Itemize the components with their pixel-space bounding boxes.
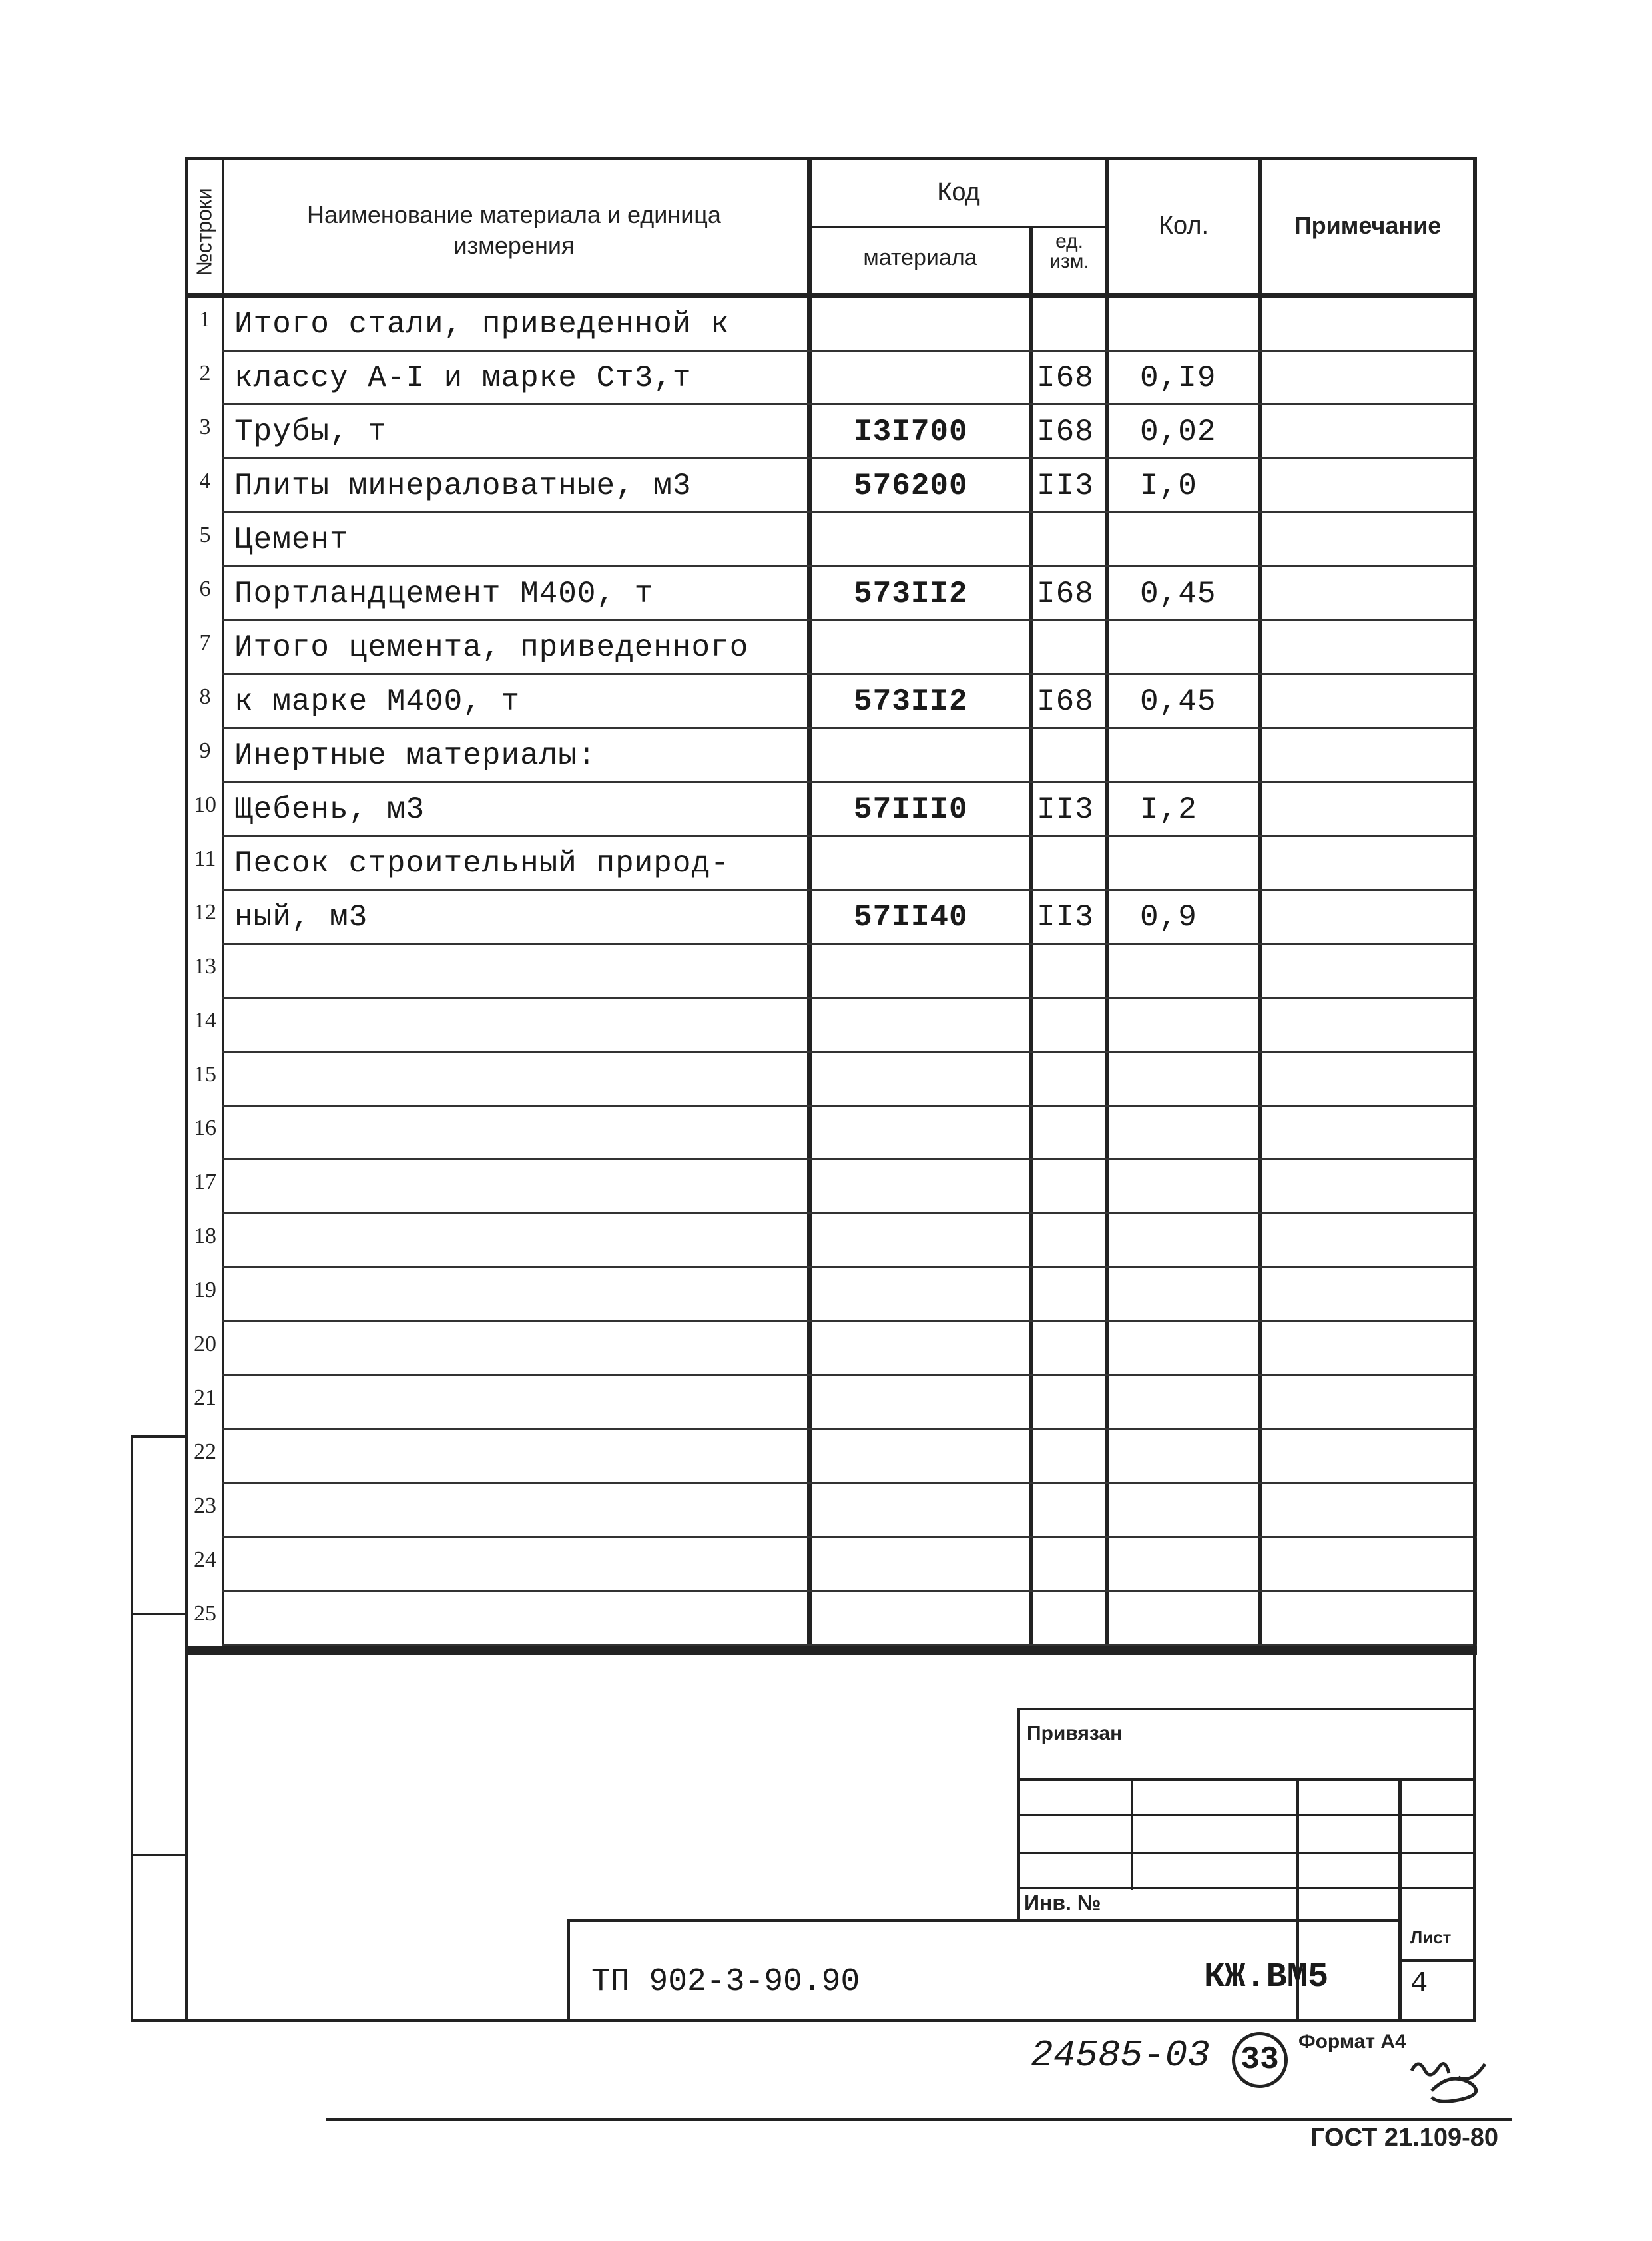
table-row — [188, 1107, 1474, 1160]
unit-code: I68 — [1037, 577, 1094, 611]
materials-table — [185, 157, 1477, 1655]
quantity: 0,45 — [1140, 577, 1217, 611]
quantity: 0,9 — [1140, 900, 1197, 935]
quantity: I,2 — [1140, 792, 1197, 827]
archive-number: 24585-03 — [1031, 2034, 1210, 2077]
name-column-header: Наименование материала и единица измерения — [307, 201, 721, 259]
unit-code: I68 — [1037, 361, 1094, 395]
row-number-header: №строки — [192, 188, 216, 276]
row-number: 16 — [194, 1116, 216, 1140]
material-code: 57III0 — [854, 792, 968, 827]
table-row — [188, 999, 1474, 1053]
table-row — [188, 1214, 1474, 1268]
table-row — [188, 1268, 1474, 1322]
table-row — [188, 459, 1474, 513]
row-number: 14 — [194, 1008, 216, 1033]
note-header: Примечание — [1294, 212, 1442, 239]
bound-label: Привязан — [1027, 1722, 1123, 1744]
row-number: 1 — [199, 307, 211, 332]
row-number: 10 — [194, 792, 216, 817]
row-number: 12 — [194, 900, 216, 925]
row-number: 6 — [199, 577, 211, 601]
row-number: 11 — [194, 846, 216, 871]
table-row — [188, 1484, 1474, 1538]
sheet-label: Лист — [1410, 1927, 1452, 1947]
table-row — [188, 1376, 1474, 1430]
row-number: 23 — [194, 1493, 216, 1518]
unit-code: I68 — [1037, 684, 1094, 719]
quantity-header: Кол. — [1158, 212, 1209, 240]
table-row — [188, 891, 1474, 945]
material-name: Песок строительный природ- — [234, 846, 730, 881]
table-row — [188, 675, 1474, 729]
code-material-header: материала — [863, 245, 977, 270]
material-name: Трубы, т — [234, 415, 387, 449]
material-name: Итого цемента, приведенного — [234, 630, 749, 665]
row-number: 5 — [199, 523, 211, 547]
table-row — [188, 1592, 1474, 1646]
inventory-number-label: Инв. № — [1024, 1891, 1101, 1915]
unit-code: II3 — [1037, 469, 1094, 503]
material-code: 573II2 — [854, 684, 968, 719]
row-number: 7 — [199, 630, 211, 655]
unit-code: II3 — [1037, 792, 1094, 827]
row-number: 21 — [194, 1385, 216, 1410]
row-number: 8 — [199, 684, 211, 709]
table-row — [188, 1538, 1474, 1592]
format-label: Формат А4 — [1298, 2031, 1406, 2053]
table-row — [188, 783, 1474, 837]
row-number: 20 — [194, 1332, 216, 1356]
row-number: 9 — [199, 738, 211, 763]
gost-label: ГОСТ 21.109-80 — [1310, 2124, 1499, 2152]
material-code: 576200 — [854, 469, 968, 503]
unit-code: I68 — [1037, 415, 1094, 449]
circled-number-text: 33 — [1240, 2042, 1279, 2078]
row-number: 2 — [199, 361, 211, 385]
table-row — [188, 405, 1474, 459]
code-group-header: Код — [937, 178, 980, 206]
table-row — [188, 621, 1474, 675]
row-number: 13 — [194, 954, 216, 979]
row-number: 19 — [194, 1278, 216, 1302]
project-code: ТП 902-3-90.90 — [591, 1964, 860, 2000]
material-name: Инертные материалы: — [234, 738, 597, 773]
quantity: 0,I9 — [1140, 361, 1217, 395]
table-row — [188, 513, 1474, 567]
material-code: 57II40 — [854, 900, 968, 935]
table-row — [188, 837, 1474, 891]
material-name: к марке М400, т — [234, 684, 521, 719]
row-number: 15 — [194, 1062, 216, 1087]
signature — [1392, 2051, 1505, 2124]
table-row — [188, 298, 1474, 352]
material-name: Портландцемент М400, т — [234, 577, 654, 611]
material-name: классу A-I и марке Ст3,т — [234, 361, 692, 395]
quantity: I,0 — [1140, 469, 1197, 503]
document-code: КЖ.ВМ5 — [1204, 1957, 1329, 1997]
material-name: Цемент — [234, 523, 349, 557]
row-number: 17 — [194, 1170, 216, 1194]
material-name: ный, м3 — [234, 900, 368, 935]
material-name: Щебень, м3 — [234, 792, 425, 827]
quantity: 0,02 — [1140, 415, 1217, 449]
table-row — [188, 945, 1474, 999]
circled-number — [1232, 2032, 1288, 2088]
row-number: 4 — [199, 469, 211, 493]
row-number: 3 — [199, 415, 211, 439]
row-number: 18 — [194, 1224, 216, 1248]
code-unit-header: ед. изм. — [1049, 230, 1089, 272]
material-name: Плиты минераловатные, м3 — [234, 469, 692, 503]
material-name: Итого стали, приведенной к — [234, 307, 730, 342]
table-row — [188, 1053, 1474, 1107]
sheet-number: 4 — [1410, 1967, 1428, 2001]
table-row — [188, 729, 1474, 783]
table-row — [188, 1160, 1474, 1214]
unit-code: II3 — [1037, 900, 1094, 935]
table-row — [188, 1322, 1474, 1376]
row-number: 22 — [194, 1439, 216, 1464]
row-number: 25 — [194, 1601, 216, 1626]
quantity: 0,45 — [1140, 684, 1217, 719]
row-number: 24 — [194, 1547, 216, 1572]
table-row — [188, 352, 1474, 405]
material-code: 573II2 — [854, 577, 968, 611]
material-code: I3I700 — [854, 415, 968, 449]
table-row — [188, 1430, 1474, 1484]
table-row — [188, 567, 1474, 621]
